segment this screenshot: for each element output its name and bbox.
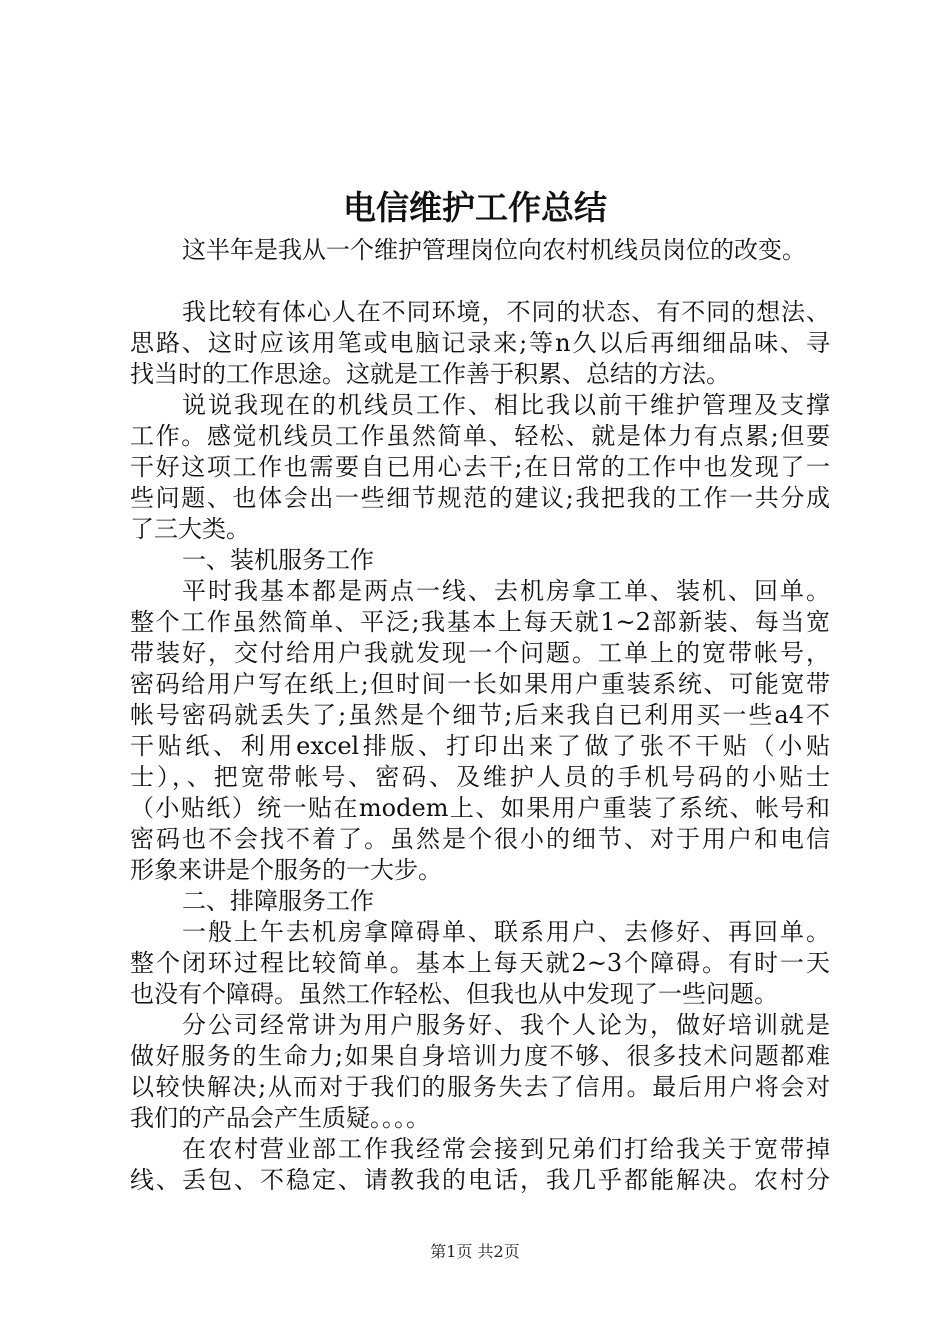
paragraph-line: 我们的产品会产生质疑。。。。: [130, 1104, 430, 1132]
paragraph-line: 这半年是我从一个维护管理岗位向农村机线员岗位的改变。: [182, 236, 806, 264]
paragraph-line: 在农村营业部工作我经常会接到兄弟们打给我关于宽带掉: [182, 1135, 830, 1163]
document-body: [130, 235, 830, 1196]
paragraph-line: 说说我现在的机线员工作、相比我以前干维护管理及支撑: [182, 391, 830, 419]
paragraph-line: 了三大类。: [130, 515, 250, 543]
paragraph-line: （小贴纸）统一贴在modem上、如果用户重装了系统、帐号和: [130, 794, 830, 822]
paragraph-line: 分公司经常讲为用户服务好、我个人论为，做好培训就是: [182, 1011, 830, 1039]
paragraph-line: 干贴纸、利用excel排版、打印出来了做了张不干贴（小贴: [130, 732, 830, 760]
paragraph-line: 思路、这时应该用笔或电脑记录来;等n久以后再细细品味、寻: [130, 329, 830, 357]
paragraph-line: 一般上午去机房拿障碍单、联系用户、去修好、再回单。: [182, 918, 830, 946]
paragraph-line: 些问题、也体会出一些细节规范的建议;我把我的工作一共分成: [130, 484, 830, 512]
paragraph-line: 带装好，交付给用户我就发现一个问题。工单上的宽带帐号，: [130, 639, 830, 667]
blank-line: [130, 266, 830, 297]
paragraph-line: 帐号密码就丢失了;虽然是个细节;后来我自已利用买一些a4不: [130, 701, 830, 729]
paragraph-line: 士），、把宽带帐号、密码、及维护人员的手机号码的小贴士: [130, 763, 830, 791]
paragraph-line: 平时我基本都是两点一线、去机房拿工单、装机、回单。: [182, 577, 830, 605]
paragraph-line: 整个闭环过程比较简单。基本上每天就2~3个障碍。有时一天: [130, 949, 830, 977]
paragraph-line: 形象来讲是个服务的一大步。: [130, 856, 442, 884]
paragraph-line: 干好这项工作也需要自已用心去干;在日常的工作中也发现了一: [130, 453, 830, 481]
paragraph-line: 也没有个障碍。虽然工作轻松、但我也从中发现了一些问题。: [130, 980, 778, 1008]
paragraph-line: 密码给用户写在纸上;但时间一长如果用户重装系统、可能宽带: [130, 670, 830, 698]
paragraph-line: 我比较有体心人在不同环境，不同的状态、有不同的想法、: [182, 298, 830, 326]
paragraph-line: 以较快解决;从而对于我们的服务失去了信用。最后用户将会对: [130, 1073, 830, 1101]
paragraph-line: 整个工作虽然简单、平泛;我基本上每天就1~2部新装、每当宽: [130, 608, 830, 636]
section-heading: 一、装机服务工作: [182, 546, 374, 574]
page-footer: 第1页 共2页: [430, 1242, 520, 1261]
paragraph-line: 工作。感觉机线员工作虽然简单、轻松、就是体力有点累;但要: [130, 422, 830, 450]
document-title: 电信维护工作总结: [343, 188, 607, 227]
section-heading: 二、排障服务工作: [182, 887, 374, 915]
paragraph-line: 密码也不会找不着了。虽然是个很小的细节、对于用户和电信: [130, 825, 830, 853]
paragraph-line: 做好服务的生命力;如果自身培训力度不够、很多技术问题都难: [130, 1042, 830, 1070]
paragraph-line: 找当时的工作思途。这就是工作善于积累、总结的方法。: [130, 360, 730, 388]
paragraph-line: 线、丢包、不稳定、请教我的电话，我几乎都能解决。农村分: [130, 1166, 830, 1194]
